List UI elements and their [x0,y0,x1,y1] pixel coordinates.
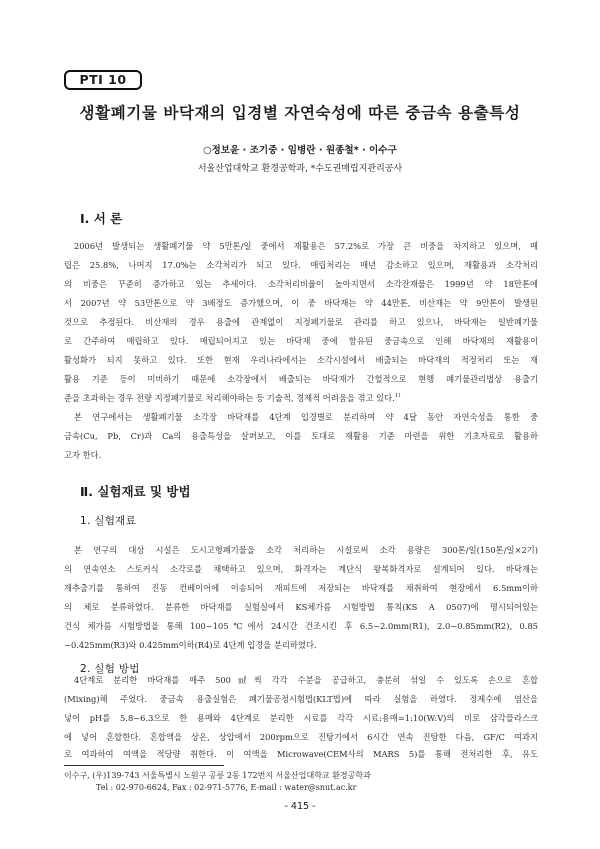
methods-text-line: 넣어 pH를 5.8~6.3으로 한 용매와 4단계로 분리한 시료를 각각 시료:용매=1:10(W:V)의 비로 삼각플라스크 [64,713,538,723]
materials-text-line: 의 체로 분류하였다. 분류한 바닥재를 실험실에서 KS체가름 시험방법 통칙(KS A 0507)에 명시되어있는 [64,602,538,612]
materials-text-line: 건식 체가름 시험방법을 통해 100~105℃에서 24시간 건조시킨 후 6.5~2.0mm(R1), 2.0~0.85mm(R2), 0.85 [64,621,538,631]
intro-text-line: 서 2007년 약 53만톤으로 약 3배정도 증가했으며, 이 중 바닥재는 약 44만톤, 비산재는 약 9만톤이 발생된 [64,298,538,308]
materials-text-line: 본 연구의 대상 시설은 도시고형폐기물을 소각 처리하는 시설로써 소각 용량은 300톤/일(150톤/일×2기) [74,545,538,555]
intro-text-line: 활성화가 되지 못하고 있다. 또한 현재 우리나라에서는 소각시설에서 배출되는 바닥재의 적정처리 또는 재 [64,355,538,365]
author-list: ○정보윤 · 조기중 · 임병란 · 원종철* · 이수구 [203,145,397,156]
intro-text-line: 것으로 추정된다. 비산재의 경우 용출에 관계없이 지정폐기물로 관리를 하고 있으나, 바닥재는 일반폐기물 [64,317,538,327]
reference-marker: 1) [394,393,401,399]
paper-title: 생활폐기물 바닥재의 입경별 자연숙성에 따른 중금속 용출특성 [79,104,521,122]
methods-text-line: 에 넣어 혼합한다. 혼합액을 상온, 상압에서 200rpm으로 진탕기에서 6시간 연속 진탕한 다음, GF/C 여과지 [64,732,538,742]
intro-text-line: 립은 25.8%, 나머지 17.0%는 소각처리가 되고 있다. 매립처리는 매년 감소하고 있으며, 재활용과 소각처리 [64,260,538,270]
intro-text-segment: 준을 초과하는 경우 전량 지정폐기물로 처리해야하는 등 기술적, 경제적 어려움을 겪고 있다. [64,393,395,403]
materials-text-line: ~0.425mm(R3)와 0.425mm이하(R4)로 4단계 입경을 분리하였다. [64,640,317,650]
affiliation: 서울산업대학교 환경공학과, *수도권매립지관리공사 [197,164,403,174]
footnote-address: 이수구, (우)139-743 서울특별시 노원구 공릉 2동 172번지 서울산업대학교 환경공학과 [64,771,371,780]
intro-text-line: 고자 한다. [64,450,102,460]
intro-text-line [64,389,538,408]
intro-text-line: 본 연구에서는 생활폐기물 소각장 바닥재를 4단계 입경별로 분리하여 약 4달 동안 자연숙성을 통한 중 [74,412,538,422]
subsection-heading-methods: 2. 실험 방법 [80,663,140,675]
materials-text-line: 재추출기를 통하여 진동 컨베이어에 이송되어 재피트에 저장되는 바닥재를 채취하여 현장에서 6.5mm이하 [64,583,538,593]
intro-text-line: 로 간주하여 매립하고 있다. 매립되어지고 있는 바닥재 중에 함유된 중금속으로 인해 바닥재의 재활용이 [64,336,538,346]
methods-text-line: 로 여과하여 여액을 적당량 취한다. 이 여액을 Microwave(CEM사의 MARS 5)를 통해 전처리한 후, 유도 [64,749,538,759]
methods-text-line: 4단계로 분리한 바닥재를 매주 500㎖씩 각각 수분을 공급하고, 충분히 섞일 수 있도록 손으로 혼합 [74,675,538,685]
methods-text-line: (Mixing)해 주었다. 중금속 용출실험은 폐기물공정시험법(KLT법)에 따라 실험을 하였다. 정제수에 염산을 [64,694,538,704]
session-code-badge: PTI 10 [64,70,142,90]
materials-text-line: 의 연속연소 스토커식 소각로를 채택하고 있으며, 화격자는 계단식 왕복화격자로 설계되어 있다. 바닥재는 [64,564,538,574]
intro-text-line: 금속(Cu, Pb, Cr)과 Ca의 용출특성을 살펴보고, 이를 토대로 재활용 기준 마련을 위한 기초자료로 활용하 [64,431,538,441]
section-heading-introduction: Ⅰ. 서 론 [80,211,123,226]
intro-text-line: 의 비중은 꾸준히 증가하고 있는 추세이다. 소각처리비율이 높아지면서 소각잔재물은 1999년 약 18만톤에 [64,279,538,289]
subsection-heading-materials: 1. 실험재료 [80,515,137,527]
page-number: - 415 - [284,801,316,812]
footnote-divider [64,765,224,766]
intro-text-line: 2006년 발생되는 생활폐기물 약 5만톤/일 중에서 재활용은 57.2%로 가장 큰 비중을 차지하고 있으며, 매 [74,241,538,251]
footnote-contact: Tel : 02-970-6624, Fax : 02-971-5776, E-mail : water@snut.ac.kr [96,783,357,792]
intro-text-line: 활용 기준 등이 미비하기 때문에 소각장에서 배출되는 바닥재가 간헐적으로 현행 폐기물관리법상 용출기 [64,374,538,384]
section-heading-methods: Ⅱ. 실험재료 및 방법 [80,484,191,499]
